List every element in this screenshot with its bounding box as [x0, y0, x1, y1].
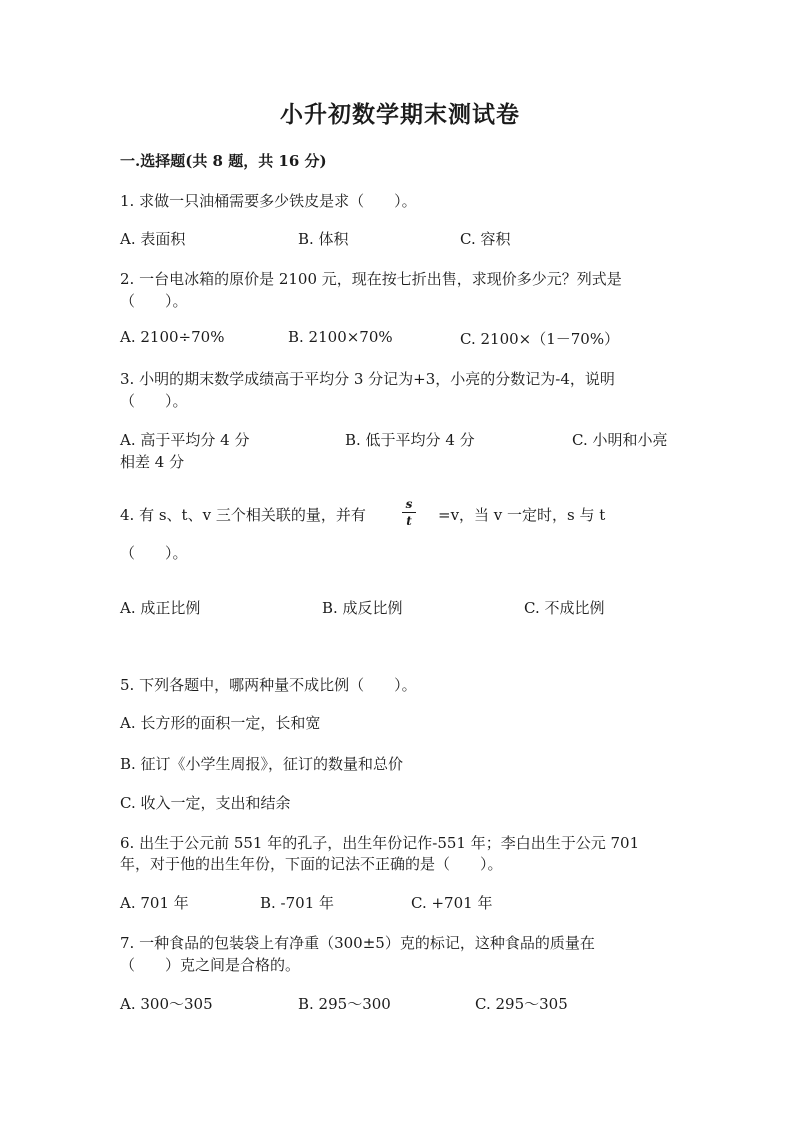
question-2-option-b: B. 2100×70%	[288, 328, 393, 346]
question-3-text-line2: （ ）。	[120, 392, 188, 410]
question-1-option-c: C. 容积	[460, 230, 511, 248]
question-7-option-a: A. 300～305	[120, 995, 213, 1013]
question-3-option-b: B. 低于平均分 4 分	[345, 431, 475, 449]
question-6-option-b: B. -701 年	[260, 894, 335, 912]
question-4-text-continued: =v，当 v 一定时，s 与 t	[438, 506, 606, 524]
question-4-text: 4. 有 s、t、v 三个相关联的量，并有	[120, 506, 366, 524]
question-5-option-b: B. 征订《小学生周报》，征订的数量和总价	[120, 755, 404, 773]
question-3-option-c: C. 小明和小亮	[572, 431, 668, 449]
question-3-option-c-line2: 相差 4 分	[120, 453, 185, 471]
question-2-option-c: C. 2100×（1－70%）	[460, 330, 620, 348]
question-4-text-line2: （ ）。	[120, 544, 188, 562]
question-3-option-a: A. 高于平均分 4 分	[120, 431, 250, 449]
question-6-text: 6. 出生于公元前 551 年的孔子，出生年份记作-551 年；李白出生于公元 701	[120, 834, 640, 852]
question-3-text: 3. 小明的期末数学成绩高于平均分 3 分记为+3，小亮的分数记为-4，说明	[120, 370, 615, 388]
question-7-option-b: B. 295～300	[298, 995, 391, 1013]
fraction-s-over-t	[402, 497, 416, 528]
question-4-option-c: C. 不成比例	[524, 599, 605, 617]
question-5-option-c: C. 收入一定，支出和结余	[120, 794, 291, 812]
fraction-numerator: s	[405, 497, 413, 511]
question-1-text: 1. 求做一只油桶需要多少铁皮是求（ ）。	[120, 192, 417, 210]
question-6-text-line2: 年，对于他的出生年份，下面的记法不正确的是（ ）。	[120, 855, 503, 873]
page-title: 小升初数学期末测试卷	[280, 101, 520, 128]
question-7-text-line2: （ ）克之间是合格的。	[120, 956, 301, 974]
question-7-text: 7. 一种食品的包装袋上有净重（300±5）克的标记，这种食品的质量在	[120, 934, 595, 952]
question-7-option-c: C. 295～305	[475, 995, 568, 1013]
question-6-option-c: C. +701 年	[411, 894, 493, 912]
question-5-option-a: A. 长方形的面积一定，长和宽	[120, 714, 321, 732]
fraction-bar	[402, 512, 416, 513]
question-2-text-line2: （ ）。	[120, 292, 188, 310]
question-6-option-a: A. 701 年	[120, 894, 189, 912]
fraction-denominator: t	[406, 514, 412, 528]
section-heading: 一.选择题(共 8 题，共 16 分)	[120, 152, 327, 170]
question-2-text: 2. 一台电冰箱的原价是 2100 元，现在按七折出售，求现价多少元？列式是	[120, 270, 622, 288]
question-4-option-a: A. 成正比例	[120, 599, 201, 617]
question-2-option-a: A. 2100÷70%	[120, 328, 225, 346]
question-1-option-a: A. 表面积	[120, 230, 186, 248]
question-1-option-b: B. 体积	[298, 230, 349, 248]
question-5-text: 5. 下列各题中，哪两种量不成比例（ ）。	[120, 676, 417, 694]
question-4-option-b: B. 成反比例	[322, 599, 403, 617]
